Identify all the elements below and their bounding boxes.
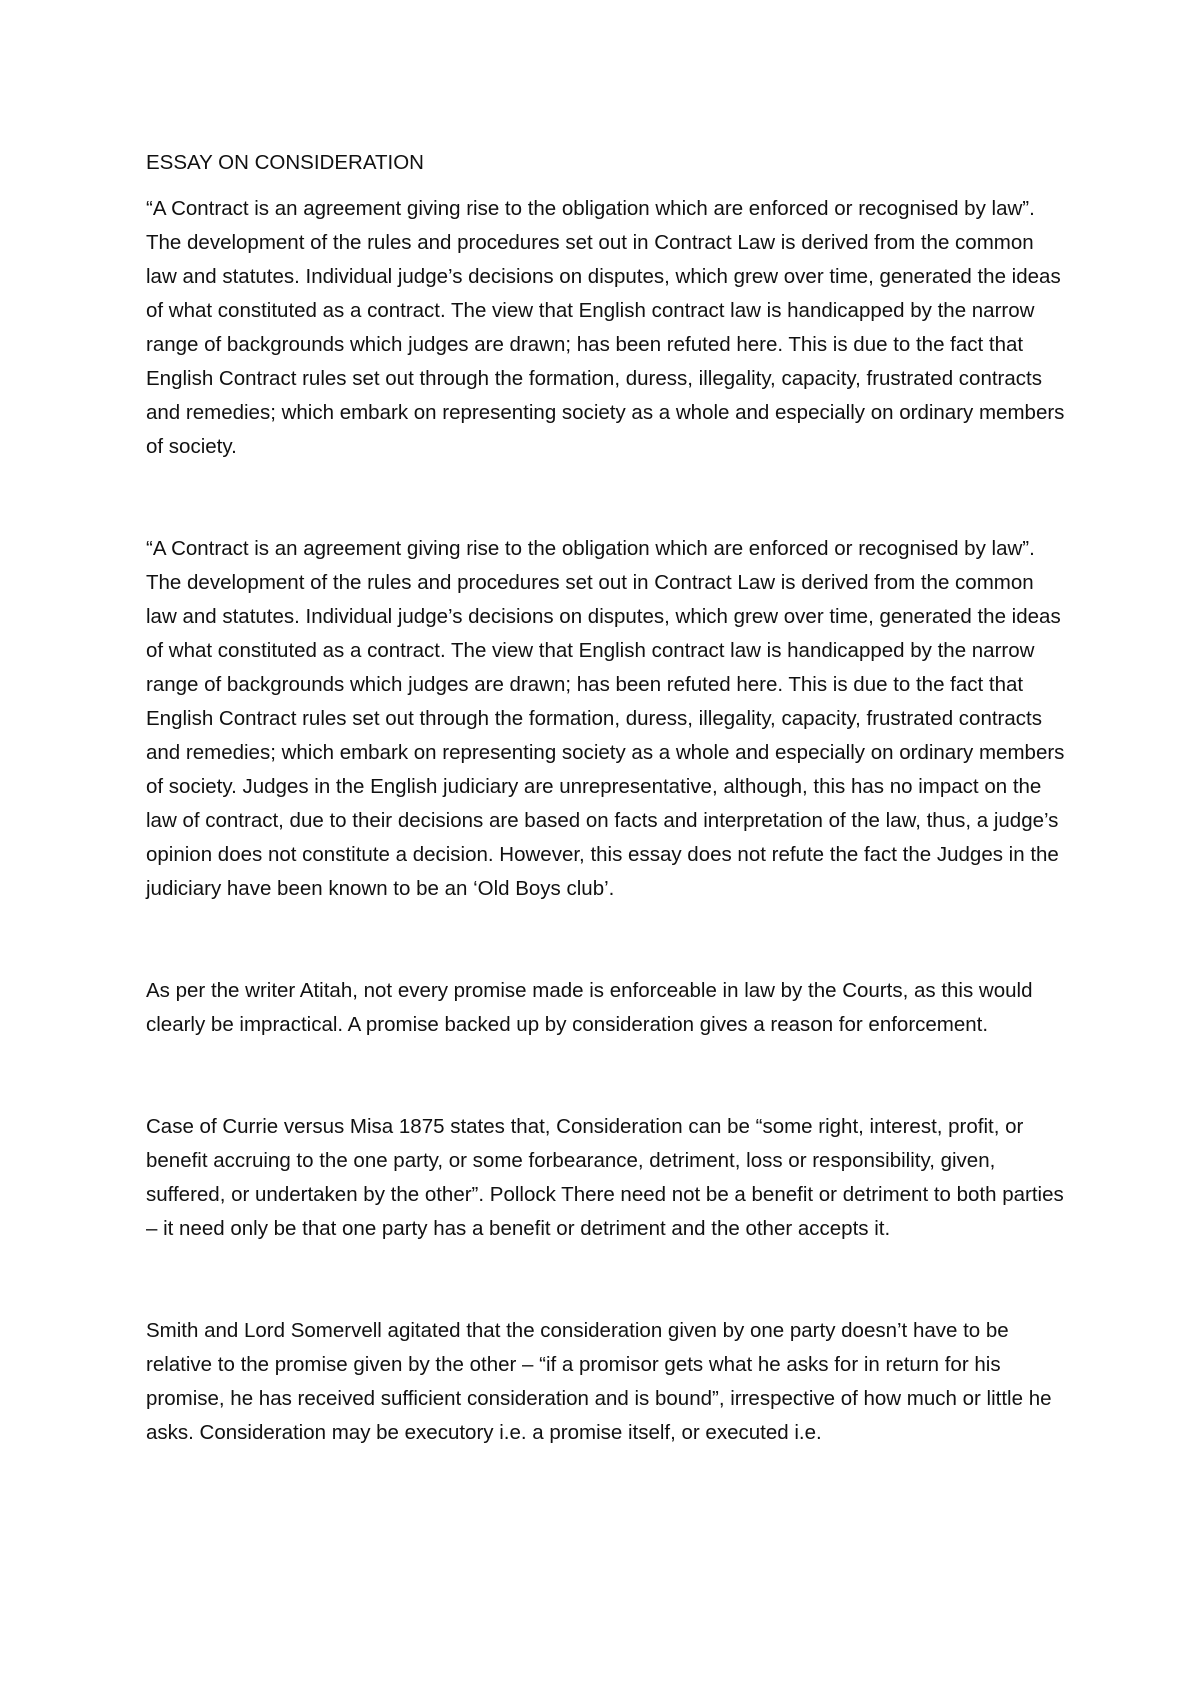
paragraph-spacer: [146, 464, 1066, 532]
paragraph-spacer: [146, 1246, 1066, 1314]
paragraph-smith-somervell: Smith and Lord Somervell agitated that the consideration given by one party doesn’t have to be relative to the promise given by the other – “if a promisor gets what he asks for in return for his promise, he has received sufficient consideration and is bound”, irrespective of how much or little he asks. Consideration may be executory i.e. a promise itself, or executed i.e.: [146, 1319, 1052, 1444]
paragraph-contract-definition-extended: “A Contract is an agreement giving rise to the obligation which are enforced or recognised by law”. The development of the rules and procedures set out in Contract Law is derived from the common law and statutes. Individual judge’s decisions on disputes, which grew over time, generated the ideas of what constituted as a contract. The view that English contract law is handicapped by the narrow range of backgrounds which judges are drawn; has been refuted here. This is due to the fact that English Contract rules set out through the formation, duress, illegality, capacity, frustrated contracts and remedies; which embark on representing society as a whole and especially on ordinary members of society. Judges in the English judiciary are unrepresentative, although, this has no impact on the law of contract, due to their decisions are based on facts and interpretation of the law, thus, a judge’s opinion does not constitute a decision. However, this essay does not refute the fact the Judges in the judiciary have been known to be an ‘Old Boys club’.: [146, 537, 1065, 900]
paragraph-spacer: [146, 1042, 1066, 1110]
paragraph-contract-definition: “A Contract is an agreement giving rise to the obligation which are enforced or recognised by law”. The development of the rules and procedures set out in Contract Law is derived from the common law and statutes. Individual judge’s decisions on disputes, which grew over time, generated the ideas of what constituted as a contract. The view that English contract law is handicapped by the narrow range of backgrounds which judges are drawn; has been refuted here. This is due to the fact that English Contract rules set out through the formation, duress, illegality, capacity, frustrated contracts and remedies; which embark on representing society as a whole and especially on ordinary members of society.: [146, 197, 1065, 458]
document-body: [146, 146, 1066, 1450]
essay-title: ESSAY ON CONSIDERATION: [146, 151, 424, 174]
paragraph-currie-v-misa: Case of Currie versus Misa 1875 states that, Consideration can be “some right, interest, profit, or benefit accruing to the one party, or some forbearance, detriment, loss or responsibility, given, suffered, or undertaken by the other”. Pollock There need not be a benefit or detriment to both parties – it need only be that one party has a benefit or detriment and the other accepts it.: [146, 1115, 1064, 1240]
paragraph-spacer: [146, 906, 1066, 974]
paragraph-atiyah-promise: As per the writer Atitah, not every promise made is enforceable in law by the Courts, as this would clearly be impractical. A promise backed up by consideration gives a reason for enforcement.: [146, 979, 1033, 1036]
